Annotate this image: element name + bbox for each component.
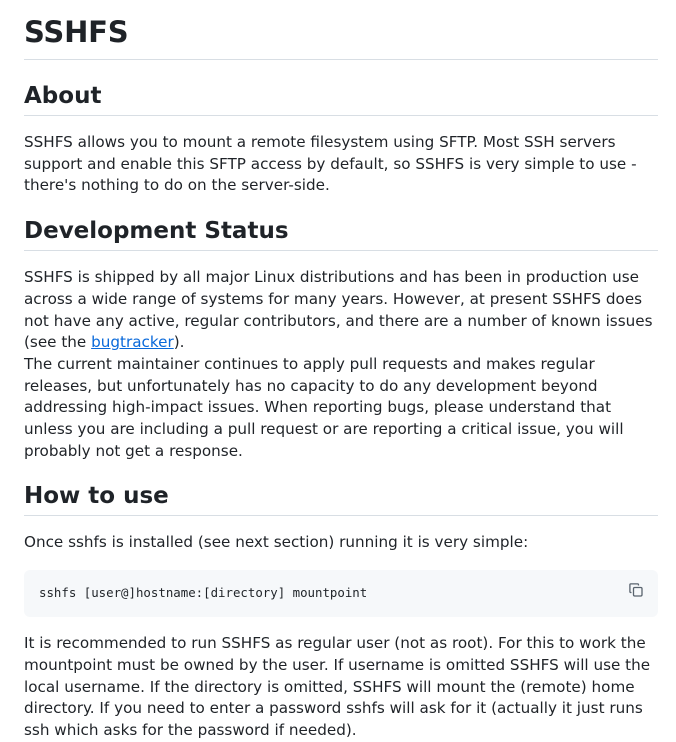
code-command: sshfs [user@]hostname:[directory] mountpoint [39,585,368,601]
development-status-heading: Development Status [24,215,658,251]
development-second-text: The current maintainer continues to apply pull requests and makes regular releases, but unfortunately has no capacity to do any development beyond addressing high-impact issues. When reporting bugs, please understand that unless you are including a pull request or are reporting a critical issue, you will probably not get a response. [24,354,624,460]
readme-content [24,0,658,742]
how-to-use-paragraph: It is recommended to run SSHFS as regular user (not as root). For this to work the mountpoint must be owned by the user. If username is omitted SSHFS will use the local username. If the directory is omitted, SSHFS will mount the (remote) home directory. If you need to enter a password sshfs will ask for it (actually it just runs ssh which asks for the password if needed). [24,634,651,739]
development-status-paragraph [24,267,658,462]
how-to-use-heading: How to use [24,480,658,516]
how-to-use-intro: Once sshfs is installed (see next section) running it is very simple: [24,533,529,552]
copy-icon[interactable] [628,582,644,598]
code-block [24,570,658,617]
about-heading: About [24,80,658,116]
about-paragraph: SSHFS allows you to mount a remote filesystem using SFTP. Most SSH servers support and enable this SFTP access by default, so SSHFS is very simple to use - there's nothing to do on the server-side. [24,133,637,195]
development-text-after-link: ). [173,333,185,352]
bugtracker-link[interactable]: bugtracker [91,333,174,352]
development-text-before-link: SSHFS is shipped by all major Linux distributions and has been in production use across a wide range of systems for many years. However, at present SSHFS does not have any active, regular contributors, and there are a number of known issues (see the [24,268,653,352]
page-title: SSHFS [24,0,658,60]
